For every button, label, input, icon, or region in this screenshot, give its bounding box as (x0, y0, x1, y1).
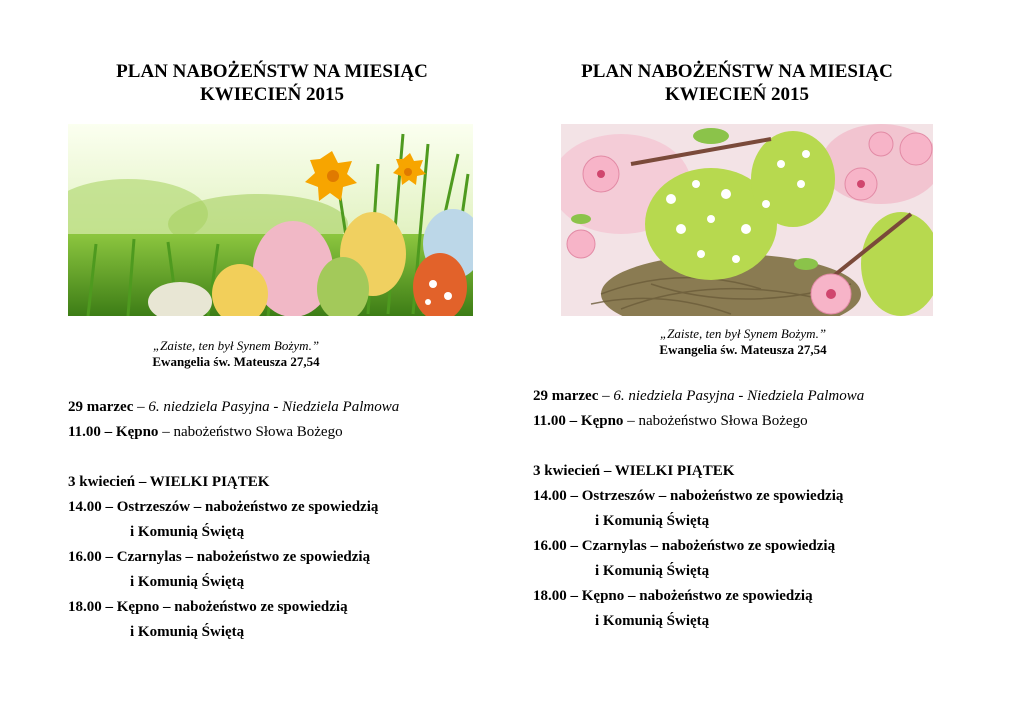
service-2-line-1: 16.00 – Czarnylas – nabożeństwo ze spowiedzią (533, 538, 836, 554)
service-2-line-2: i Komunią Świętą (130, 574, 245, 590)
quote-text: „Zaiste, ten był Synem Bożym.” (152, 338, 320, 353)
service-1-line-1: 14.00 – Ostrzeszów – nabożeństwo ze spowiedzią (533, 488, 844, 504)
service-2-line-1: 16.00 – Czarnylas – nabożeństwo ze spowiedzią (68, 549, 371, 565)
easter-eggs-in-nest-image (561, 124, 933, 316)
service-1-line-2: i Komunią Świętą (130, 524, 245, 540)
title-line-1: PLAN NABOŻEŃSTW NA MIESIĄC (116, 61, 428, 82)
service-1-line-2: i Komunią Świętą (595, 513, 710, 529)
palm-sunday-line (68, 395, 399, 420)
page-title (521, 60, 953, 106)
service-schedule (68, 395, 399, 645)
palm-description: 6. niedziela Pasyjna - Niedziela Palmowa (148, 399, 400, 415)
good-friday-heading: 3 kwiecień – WIELKI PIĄTEK (68, 474, 270, 490)
bible-quote (66, 338, 406, 370)
title-line-1: PLAN NABOŻEŃSTW NA MIESIĄC (581, 61, 893, 82)
palm-description: 6. niedziela Pasyjna - Niedziela Palmowa (613, 388, 865, 404)
palm-time-place: 11.00 – Kępno (533, 413, 624, 429)
page-title (56, 60, 488, 106)
title-line-2: KWIECIEŃ 2015 (199, 84, 345, 105)
palm-service: – nabożeństwo Słowa Bożego (158, 424, 343, 440)
service-3-line-2: i Komunią Świętą (595, 613, 710, 629)
bible-quote (573, 326, 913, 358)
quote-source: Ewangelia św. Mateusza 27,54 (152, 354, 320, 369)
palm-service-line (68, 420, 399, 445)
service-2-line-2: i Komunią Świętą (595, 563, 710, 579)
palm-service: – nabożeństwo Słowa Bożego (623, 413, 808, 429)
palm-separator: – (598, 388, 614, 404)
service-schedule (533, 384, 864, 634)
service-3-line-1: 18.00 – Kępno – nabożeństwo ze spowiedzią (68, 599, 348, 615)
palm-separator: – (133, 399, 149, 415)
left-leaflet (68, 0, 488, 724)
service-1-line-1: 14.00 – Ostrzeszów – nabożeństwo ze spowiedzią (68, 499, 379, 515)
palm-date: 29 marzec (68, 399, 134, 415)
palm-date: 29 marzec (533, 388, 599, 404)
quote-source: Ewangelia św. Mateusza 27,54 (659, 342, 827, 357)
service-3-line-1: 18.00 – Kępno – nabożeństwo ze spowiedzią (533, 588, 813, 604)
palm-sunday-line (533, 384, 864, 409)
easter-eggs-in-grass-image (68, 124, 473, 316)
title-line-2: KWIECIEŃ 2015 (664, 84, 810, 105)
palm-service-line (533, 409, 864, 434)
quote-text: „Zaiste, ten był Synem Bożym.” (659, 326, 827, 341)
good-friday-heading: 3 kwiecień – WIELKI PIĄTEK (533, 463, 735, 479)
service-3-line-2: i Komunią Świętą (130, 624, 245, 640)
palm-time-place: 11.00 – Kępno (68, 424, 159, 440)
right-leaflet (533, 0, 953, 724)
